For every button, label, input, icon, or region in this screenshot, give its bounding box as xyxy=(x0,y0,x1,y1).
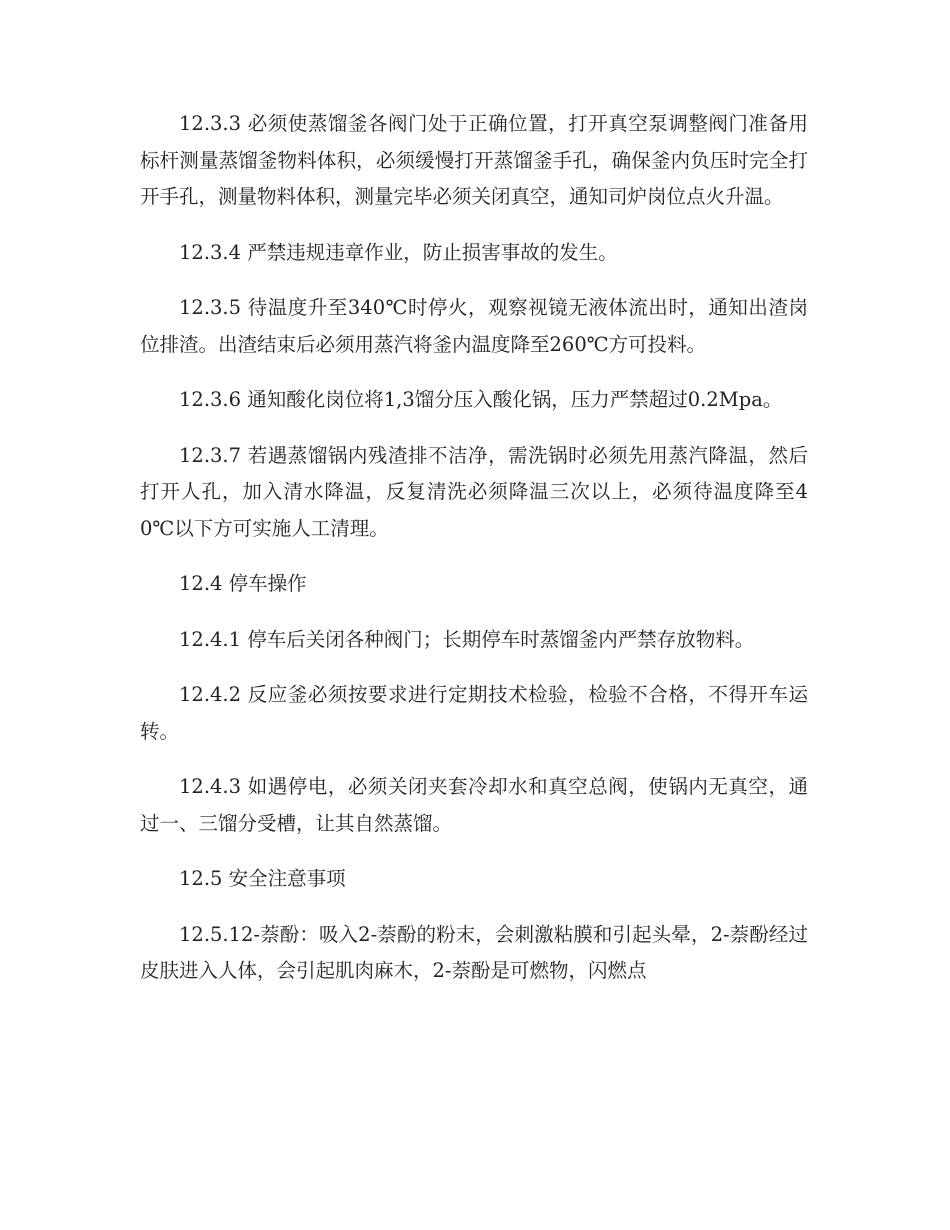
section-heading-12-4: 12.4 停车操作 xyxy=(179,572,307,595)
paragraph-12-4-2: 12.4.2 反应釜必须按要求进行定期技术检验，检验不合格，不得开车运转。 xyxy=(140,683,808,743)
paragraph-12-4-1: 12.4.1 停车后关闭各种阀门；长期停车时蒸馏釜内严禁存放物料。 xyxy=(179,627,755,651)
document-body xyxy=(140,106,808,1009)
paragraph-12-5-1: 12.5.12-萘酚：吸入2-萘酚的粉末，会刺激粘膜和引起头晕，2-萘酚经过皮肤进入人体，会引起肌肉麻木，2-萘酚是可燃物，闪燃点 xyxy=(140,922,808,982)
section-heading-12-5: 12.5 安全注意事项 xyxy=(179,867,346,890)
paragraph-12-3-4: 12.3.4 严禁违规违章作业，防止损害事故的发生。 xyxy=(179,240,618,264)
paragraph-12-4-3: 12.4.3 如遇停电，必须关闭夹套冷却水和真空总阀，使锅内无真空，通过一、三馏分受槽，让其自然蒸馏。 xyxy=(140,775,808,835)
paragraph-12-3-7: 12.3.7 若遇蒸馏锅内残渣排不洁净，需洗锅时必须先用蒸汽降温，然后打开人孔，加入清水降温，反复清洗必须降温三次以上，必须待温度降至40℃以下方可实施人工清理。 xyxy=(140,443,808,540)
paragraph-12-3-3: 12.3.3 必须使蒸馏釜各阀门处于正确位置，打开真空泵调整阀门准备用标杆测量蒸馏釜物料体积，必须缓慢打开蒸馏釜手孔，确保釜内负压时完全打开手孔，测量物料体积，测量完毕必须关闭真空，通知司炉岗位点火升温。 xyxy=(140,112,808,208)
paragraph-12-3-6: 12.3.6 通知酸化岗位将1,3馏分压入酸化锅，压力严禁超过0.2Mpa。 xyxy=(179,388,783,411)
paragraph-12-3-5: 12.3.5 待温度升至340℃时停火，观察视镜无液体流出时，通知出渣岗位排渣。出渣结束后必须用蒸汽将釜内温度降至260℃方可投料。 xyxy=(140,296,808,356)
